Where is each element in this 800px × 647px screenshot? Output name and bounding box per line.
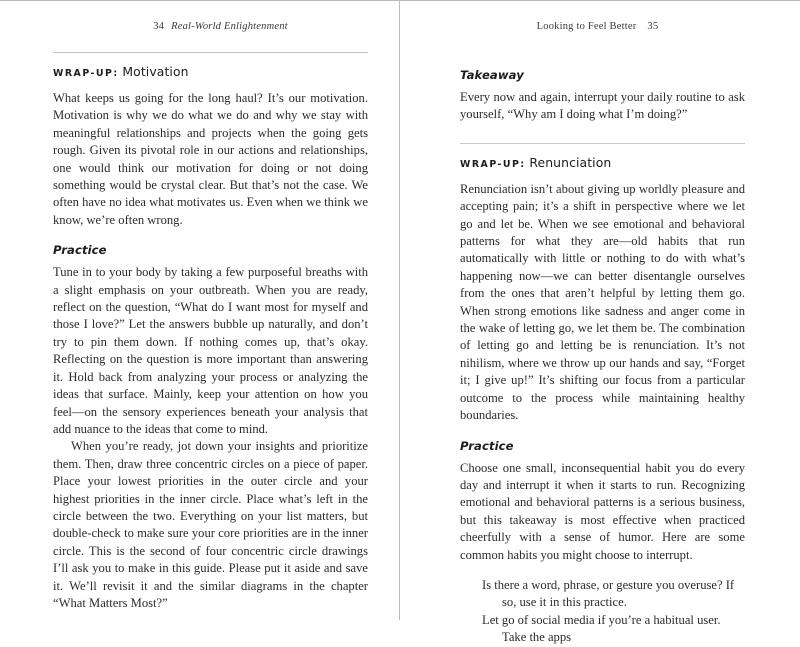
sub-heading-practice-left: Practice bbox=[53, 243, 107, 258]
list-item: Let go of social media if you’re a habitual user. Take the apps bbox=[482, 612, 721, 645]
wrap-up-heading-renunciation bbox=[460, 155, 745, 170]
wrap-up-kicker: WRAP-UP: bbox=[53, 68, 119, 79]
folio-number-right: 35 bbox=[647, 21, 659, 32]
paragraph-practice-right-1: Choose one small, inconsequential habit you do every day and interrupt it when it starts to run. Recognizing emotional and behavioral patterns is a serious business, but this takeaway is most effective when practiced cheerfully with a sense of humor. Here are some common habits you might choose to interrupt. bbox=[460, 460, 745, 562]
running-head-right bbox=[460, 1, 745, 42]
sub-heading-takeaway: Takeaway bbox=[460, 68, 524, 82]
section-divider-rule-right bbox=[460, 143, 745, 144]
paragraph-practice-left-2: When you’re ready, jot down your insights and prioritize them. Then, draw three concentric circles on a piece of paper. Place your lowest priorities in the outer circle and your highest priorities in the inner circle. Place what’s left in the circle between the two. Everything on your list matters, but double-check to make sure your core priorities are in the inner circle. This is the second of four concentric circle drawings I’ll ask you to make in this guide. Please put it aside and save it. We’ll revisit it and the similar diagrams in the chapter “What Matters Most?” bbox=[53, 439, 368, 610]
wrap-up-topic: Renunciation bbox=[529, 154, 612, 170]
paragraph-practice-left-1: Tune in to your body by taking a few purposeful breaths with a slight emphasis on your outbreath. When you are ready, reflect on the question, “What do I want most for myself and those I love?” Let the answers bubble up naturally, and don’t try to pin them down. If nothing comes up, that’s okay. Reflecting on the question is more important than answering it. Hold back from analyzing your process or analyzing the ideas that surface. Mainly, keep your attention on how you feel—on the sensory experiences beneath your analysis that add nuance to the ideas that come to mind. bbox=[53, 265, 368, 436]
wrap-up-topic: Motivation bbox=[122, 64, 189, 79]
list-item: Is there a word, phrase, or gesture you overuse? If so, use it in this practice. bbox=[482, 577, 735, 610]
wrap-up-heading-motivation bbox=[53, 64, 368, 79]
folio-number-left: 34 bbox=[153, 21, 165, 32]
running-head-left bbox=[53, 1, 368, 42]
paragraph-renunciation-1: Renunciation isn’t about giving up worldly pleasure and accepting pain; it’s a shift in perspective where we let go and let be. When we see emotional and behavioral patterns for what they are—old habits that run automatically with little or nothing to do with what’s happening now—we can better disentangle ourselves from the ones that aren’t helpful by letting them go. When strong emotions like sadness and anger come in the wake of letting go, we let them be. The combination of letting go and letting be is renunciation. It’s not nihilism, where we throw up our hands and say, “Forget it; I give up!” It’s shifting our focus from a particular outcome to the process while maintaining healthy boundaries. bbox=[460, 181, 745, 423]
sub-heading-practice-right: Practice bbox=[460, 438, 514, 453]
wrap-up-kicker: WRAP-UP: bbox=[460, 158, 526, 170]
page-left bbox=[0, 1, 399, 620]
page-right bbox=[400, 1, 800, 645]
running-head-title-right: Looking to Feel Better bbox=[536, 21, 637, 32]
paragraph-takeaway-1: Every now and again, interrupt your daily routine to ask yourself, “Why am I doing what I’m doing?” bbox=[460, 90, 745, 122]
paragraph-motivation-1: What keeps us going for the long haul? It’s our motivation. Motivation is why we do what we do and why we stay with meaningful relationships and projects when the going gets rough. Given its pivotal role in our actions and relationships, one would think our motivation for doing or not doing something would be crystal clear. But that’s not the case. We often have no idea what motivates us. Even when we think we know, we’re often wrong. bbox=[53, 91, 368, 227]
section-divider-rule bbox=[53, 52, 368, 53]
running-head-title-left: Real-World Enlightenment bbox=[171, 21, 288, 32]
habit-list bbox=[460, 577, 745, 647]
